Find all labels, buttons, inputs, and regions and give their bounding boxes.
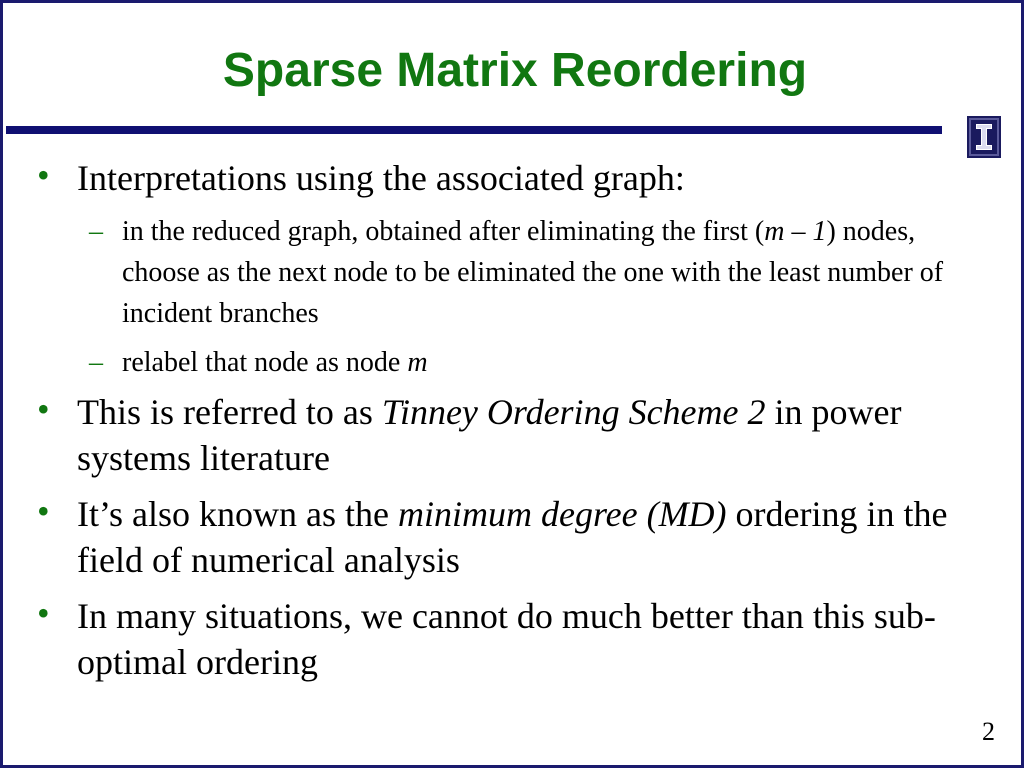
bullet-item bbox=[37, 389, 967, 481]
sub-bullet-item bbox=[37, 342, 967, 383]
bullet-item bbox=[37, 593, 967, 685]
sub-bullet-item bbox=[37, 211, 967, 334]
dash-icon: – bbox=[89, 216, 103, 247]
title-divider bbox=[6, 126, 942, 134]
bullet-text: Interpretations using the associated graph: bbox=[77, 158, 685, 198]
page-number: 2 bbox=[982, 717, 995, 746]
bullet-text: In many situations, we cannot do much better than this sub-optimal ordering bbox=[77, 596, 936, 682]
slide-body bbox=[37, 155, 967, 695]
sub-bullet-text: in the reduced graph, obtained after eliminating the first (m – 1) nodes, choose as the next node to be eliminated the one with the least number of incident branches bbox=[122, 216, 944, 329]
bullet-dot-icon: • bbox=[37, 155, 50, 195]
bullet-item bbox=[37, 155, 967, 201]
slide-title: Sparse Matrix Reordering bbox=[222, 44, 808, 97]
bullet-dot-icon: • bbox=[37, 491, 50, 531]
illinois-i-logo-icon bbox=[967, 116, 1001, 158]
dash-icon: – bbox=[89, 347, 103, 378]
bullet-dot-icon: • bbox=[37, 593, 50, 633]
bullet-item bbox=[37, 491, 967, 583]
bullet-dot-icon: • bbox=[37, 389, 50, 429]
bullet-text: It’s also known as the minimum degree (MD) ordering in the field of numerical analysis bbox=[77, 494, 948, 580]
sub-bullet-text: relabel that node as node m bbox=[122, 347, 428, 378]
bullet-text: This is referred to as Tinney Ordering Scheme 2 in power systems literature bbox=[77, 392, 902, 478]
